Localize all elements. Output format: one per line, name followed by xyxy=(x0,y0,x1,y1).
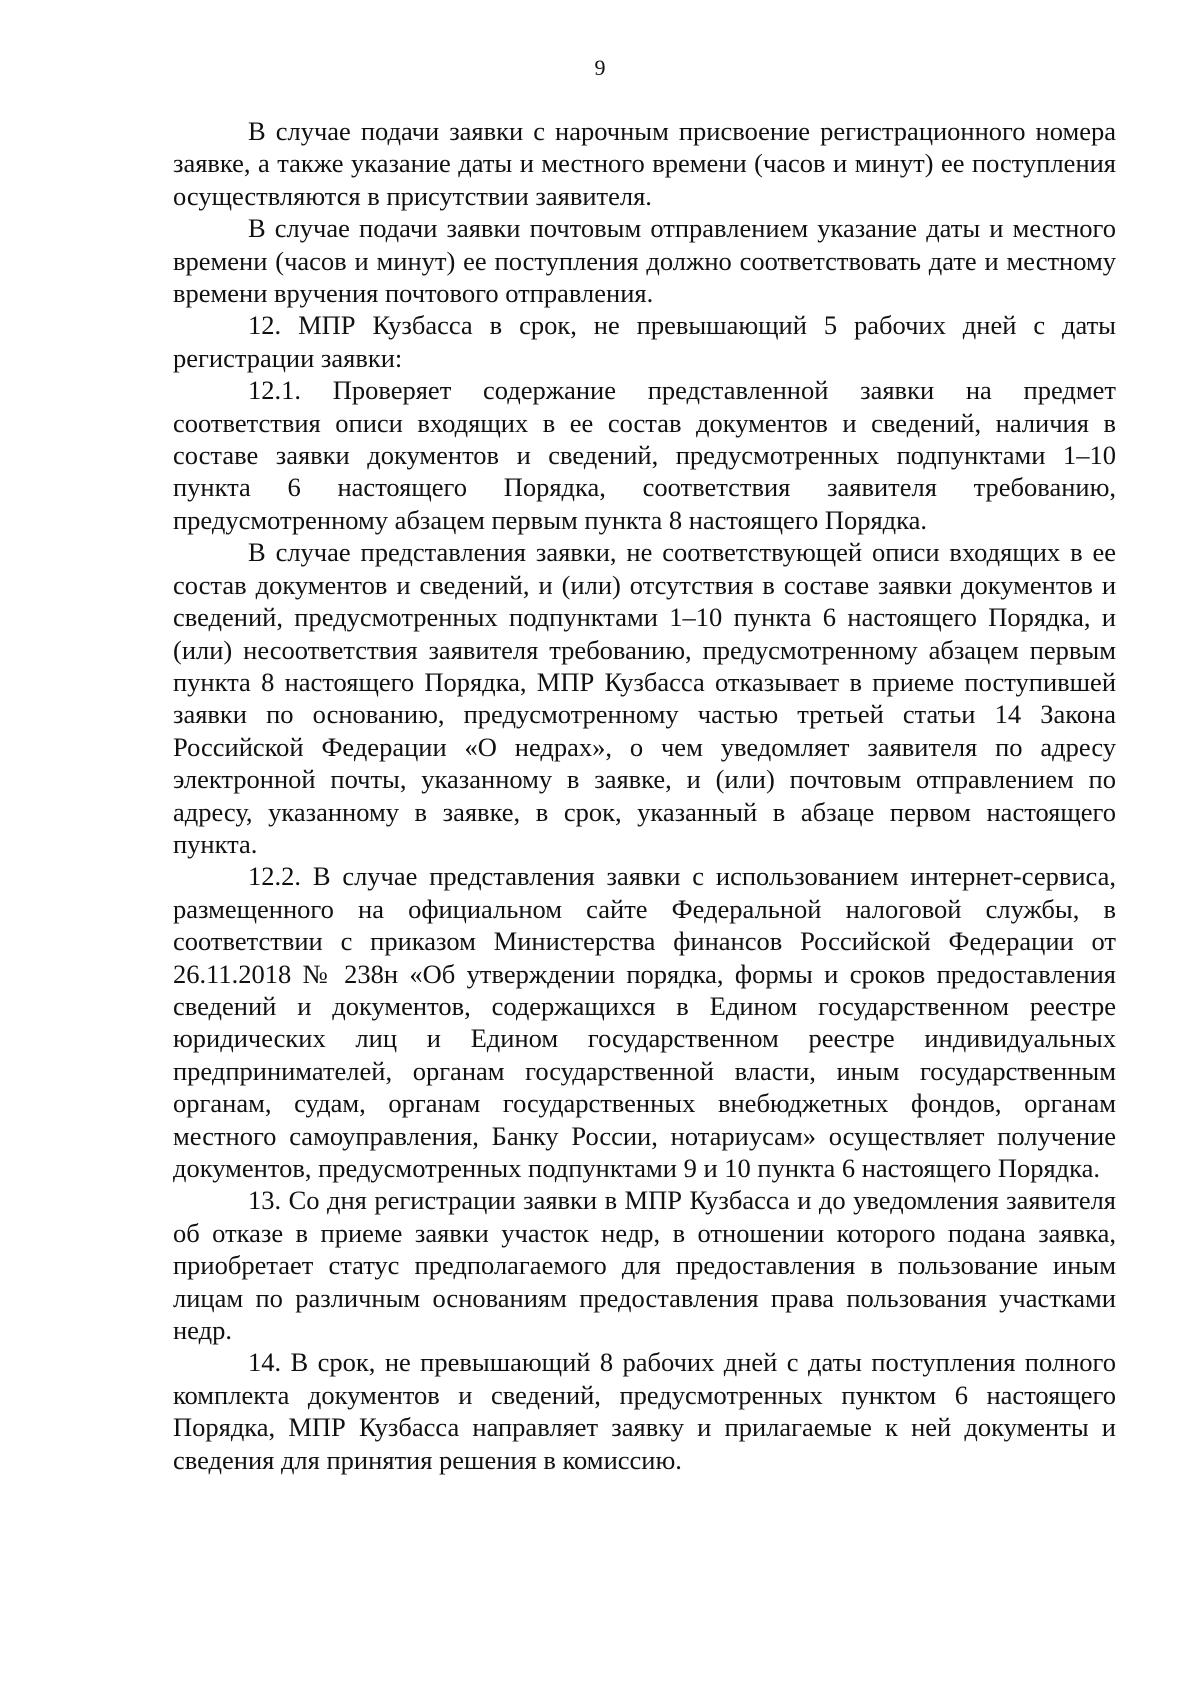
paragraph-postal-delivery: В случае подачи заявки почтовым отправлением указание даты и местного времени (часов и минут) ее поступления должно соответствовать дате и местному времени вручения почтового отправления. xyxy=(173,213,1116,309)
paragraph-refusal-conditions: В случае представления заявки, не соответствующей описи входящих в ее состав документов и сведений, и (или) отсутствия в составе заявки документов и сведений, предусмотренных подпунктами 1–10 пункта 6 настоящего Порядка, и (или) несоответствия заявителя требованию, предусмотренному абзацем первым пункта 8 настоящего Порядка, МПР Кузбасса отказывает в приеме поступившей заявки по основанию, предусмотренному частью третьей статьи 14 Закона Российской Федерации «О недрах», о чем уведомляет заявителя по адресу электронной почты, указанному в заявке, и (или) почтовым отправлением по адресу, указанному в заявке, в срок, указанный в абзаце первом настоящего пункта. xyxy=(173,537,1116,859)
paragraph-item-12-2: 12.2. В случае представления заявки с использованием интернет-сервиса, размещенного на официальном сайте Федеральной налоговой службы, в соответствии с приказом Министерства финансов Российской Федерации от 26.11.2018 № 238н «Об утверждении порядка, формы и сроков предоставления сведений и документов, содержащихся в Едином государственном реестре юридических лиц и Едином государственном реестре индивидуальных предпринимателей, органам государственной власти, иным государственным органам, судам, органам государственных внебюджетных фондов, органам местного самоуправления, Банку России, нотариусам» осуществляет получение документов, предусмотренных подпунктами 9 и 10 пункта 6 настоящего Порядка. xyxy=(173,861,1116,1183)
paragraph-item-14: 14. В срок, не превышающий 8 рабочих дней с даты поступления полного комплекта документов и сведений, предусмотренных пунктом 6 настоящего Порядка, МПР Кузбасса направляет заявку и прилагаемые к ней документы и сведения для принятия решения в комиссию. xyxy=(173,1347,1116,1475)
paragraph-item-13: 13. Со дня регистрации заявки в МПР Кузбасса и до уведомления заявителя об отказе в приеме заявки участок недр, в отношении которого подана заявка, приобретает статус предполагаемого для предоставления в пользование иным лицам по различным основаниям предоставления права пользования участками недр. xyxy=(173,1185,1116,1346)
page-number: 9 xyxy=(594,55,606,80)
paragraph-hand-delivery: В случае подачи заявки с нарочным присвоение регистрационного номера заявке, а также указание даты и местного времени (часов и минут) ее поступления осуществляются в присутствии заявителя. xyxy=(173,116,1116,211)
paragraph-item-12-1: 12.1. Проверяет содержание представленной заявки на предмет соответствия описи входящих в ее состав документов и сведений, наличия в составе заявки документов и сведений, предусмотренных подпунктами 1–10 пункта 6 настоящего Порядка, соответствия заявителя требованию, предусмотренному абзацем первым пункта 8 настоящего Порядка. xyxy=(173,375,1116,535)
document-body xyxy=(173,115,1116,1476)
paragraph-item-12: 12. МПР Кузбасса в срок, не превышающий 5 рабочих дней с даты регистрации заявки: xyxy=(173,310,1116,373)
